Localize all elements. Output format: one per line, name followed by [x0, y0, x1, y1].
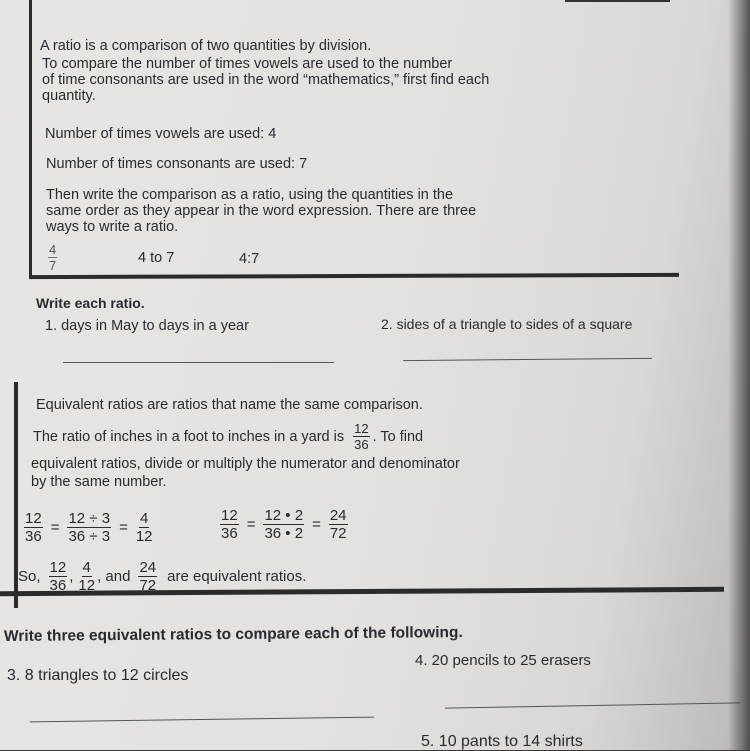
instructions-line1: Then write the comparison as a ratio, using the quantities in the: [46, 187, 454, 203]
problem-2: 2. sides of a triangle to sides of a square: [381, 316, 633, 332]
section1-heading: Write each ratio.: [36, 295, 145, 311]
ratio-to-form: 4 to 7: [138, 250, 175, 266]
div-original-denominator: 36: [25, 528, 42, 545]
equals-sign: =: [246, 516, 256, 533]
summary-tail: are equivalent ratios.: [167, 568, 307, 585]
example-intro: [42, 56, 489, 104]
equivalent-instructions-line2: by the same number.: [31, 474, 167, 490]
ratio-colon-form: 4:7: [239, 251, 260, 267]
equals-sign: =: [50, 519, 60, 536]
equivalent-instructions: [31, 455, 460, 491]
summary-fraction-3: [138, 560, 157, 593]
equivalent-instructions-line1: equivalent ratios, divide or multiply the numerator and denominator: [31, 456, 460, 472]
mul-result-numerator: 24: [329, 507, 347, 524]
summary-fraction-3-numerator: 24: [139, 559, 157, 576]
inches-ratio-sentence: [33, 422, 423, 451]
summary-fraction-1-denominator: 36: [49, 577, 67, 594]
summary-fraction-2-numerator: 4: [82, 559, 91, 576]
equals-sign: =: [312, 516, 321, 533]
division-example: [24, 511, 153, 544]
div-fraction-operation: [67, 511, 111, 544]
summary-comma: ,: [69, 568, 74, 585]
mul-operation-denominator: 36 • 2: [264, 525, 304, 542]
ratio-fraction-form: [48, 243, 57, 272]
summary-fraction-2-denominator: 12: [78, 577, 96, 594]
inches-fraction: [353, 422, 369, 451]
problem-3: 3. 8 triangles to 12 circles: [7, 667, 189, 684]
fraction-denominator: 7: [49, 258, 57, 273]
example-intro-line2: of time consonants are used in the word “mathematics,” first find each: [42, 72, 490, 88]
mul-fraction-original: [220, 508, 239, 541]
summary-and-label: , and: [97, 568, 131, 585]
box1-border-left: [29, 0, 32, 278]
mul-fraction-operation: [263, 508, 304, 541]
equivalent-summary: [18, 560, 306, 593]
multiplication-example: [220, 508, 348, 541]
div-operation-numerator: 12 ÷ 3: [68, 510, 111, 527]
inches-fraction-denominator: 36: [354, 437, 369, 452]
div-original-numerator: 12: [25, 510, 42, 527]
summary-fraction-1: [49, 560, 68, 593]
section2-heading: Write three equivalent ratios to compare each of the following.: [3, 623, 463, 646]
page-edge-shadow: [728, 0, 750, 750]
fraction-numerator: 4: [49, 242, 57, 257]
summary-fraction-2: [78, 560, 95, 593]
example-intro-line1: To compare the number of times vowels are used to the number: [42, 56, 453, 72]
ratio-definition: A ratio is a comparison of two quantities by division.: [40, 38, 372, 54]
answer-line-1[interactable]: [63, 362, 334, 363]
div-fraction-result: [136, 511, 153, 544]
problem-5: 5. 10 pants to 14 shirts: [421, 733, 583, 750]
instructions-line3: ways to write a ratio.: [46, 219, 179, 235]
problem-4: 4. 20 pencils to 25 erasers: [415, 652, 591, 669]
ratio-instructions: [46, 187, 476, 235]
mul-operation-numerator: 12 • 2: [264, 507, 304, 524]
top-rule: [565, 0, 670, 2]
so-label: So,: [18, 568, 41, 585]
equals-sign: =: [119, 519, 128, 536]
problem-1: 1. days in May to days in a year: [45, 318, 249, 334]
mul-result-denominator: 72: [329, 525, 347, 542]
mul-original-denominator: 36: [221, 525, 238, 542]
mul-fraction-result: [329, 508, 348, 541]
inches-sentence-text: The ratio of inches in a foot to inches in a yard is: [33, 428, 345, 445]
div-operation-denominator: 36 ÷ 3: [68, 528, 111, 545]
consonants-count: Number of times consonants are used: 7: [46, 156, 308, 172]
equivalent-definition: Equivalent ratios are ratios that name the same comparison.: [36, 397, 423, 413]
mul-original-numerator: 12: [221, 507, 238, 524]
instructions-line2: same order as they appear in the word expression. There are three: [46, 203, 477, 219]
div-result-numerator: 4: [140, 510, 149, 527]
inches-sentence-tail: . To find: [372, 428, 424, 445]
div-result-denominator: 12: [135, 528, 153, 545]
div-fraction-original: [24, 511, 43, 544]
example-intro-line3: quantity.: [42, 88, 96, 104]
vowels-count: Number of times vowels are used: 4: [45, 126, 277, 142]
summary-fraction-3-denominator: 72: [139, 577, 157, 594]
inches-fraction-numerator: 12: [354, 421, 369, 436]
summary-fraction-1-numerator: 12: [49, 559, 67, 576]
